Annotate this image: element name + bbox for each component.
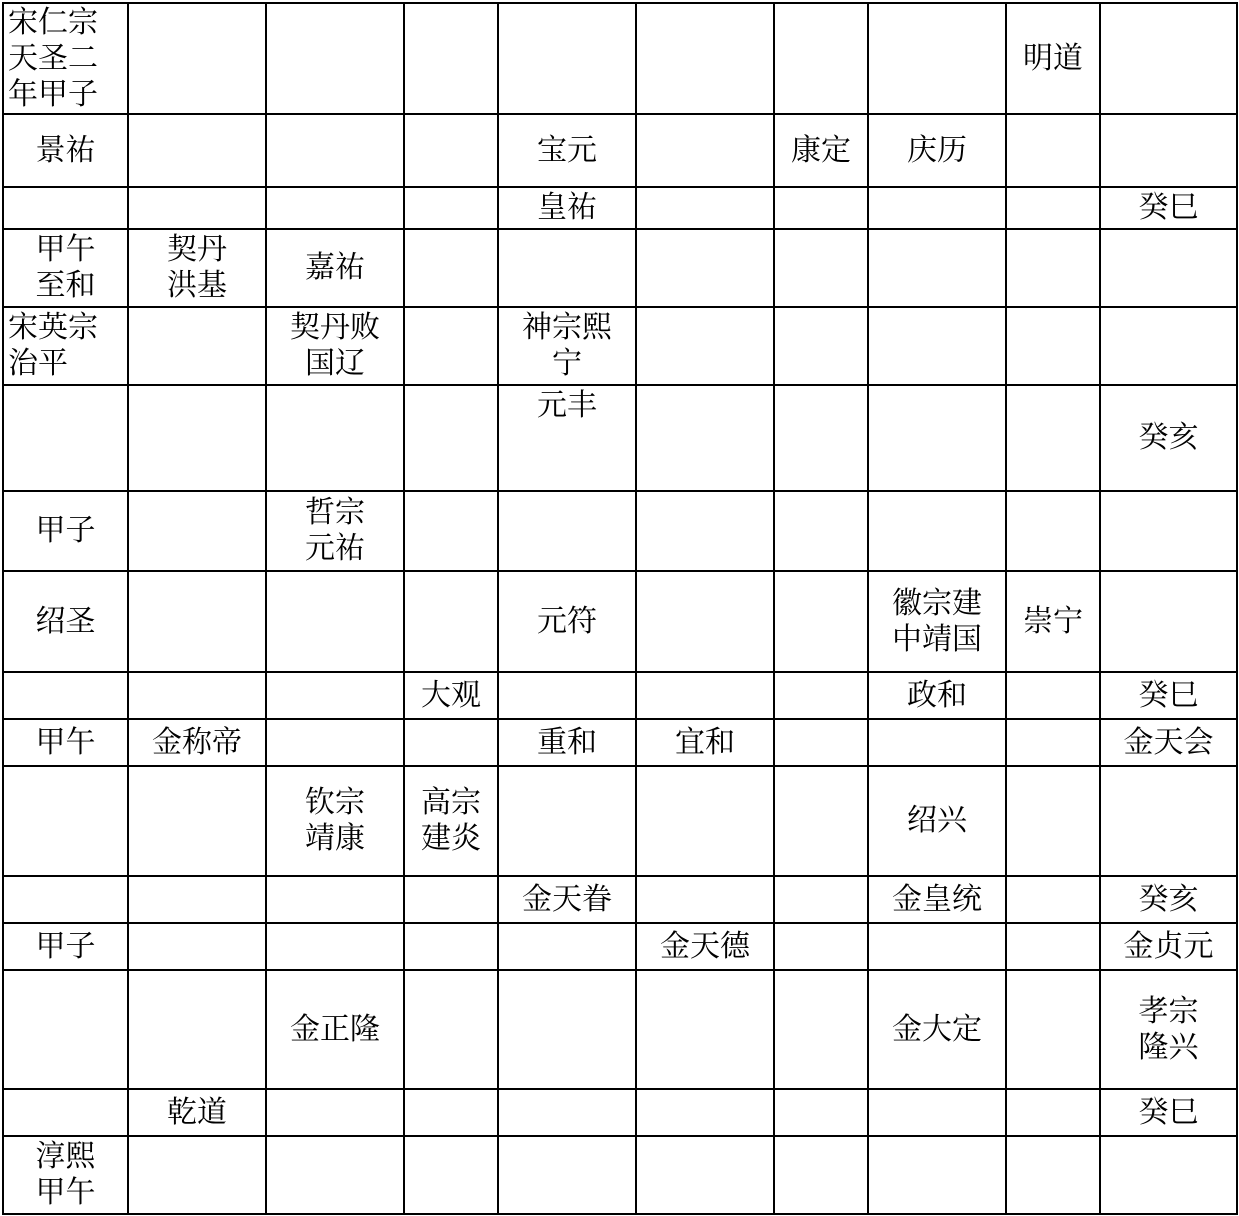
table-cell: 元丰	[498, 385, 636, 491]
table-cell	[404, 923, 498, 970]
table-cell	[498, 3, 636, 114]
table-cell	[1006, 385, 1100, 491]
table-cell: 绍兴	[868, 766, 1006, 876]
table-row	[3, 923, 1237, 970]
table-cell: 元符	[498, 571, 636, 672]
table-cell	[266, 1089, 404, 1136]
table-cell	[774, 187, 868, 229]
table-cell	[128, 187, 266, 229]
table-cell: 明道	[1006, 3, 1100, 114]
table-cell	[636, 571, 774, 672]
table-cell	[1100, 766, 1237, 876]
table-cell	[128, 876, 266, 923]
table-cell	[404, 3, 498, 114]
table-cell: 金正隆	[266, 970, 404, 1089]
table-cell	[498, 229, 636, 307]
table-cell: 孝宗 隆兴	[1100, 970, 1237, 1089]
table-cell	[266, 876, 404, 923]
table-cell	[636, 1089, 774, 1136]
table-cell: 甲午 至和	[3, 229, 128, 307]
table-cell	[1100, 229, 1237, 307]
table-cell	[636, 491, 774, 571]
table-cell: 甲子	[3, 491, 128, 571]
table-cell	[498, 672, 636, 719]
table-cell	[498, 491, 636, 571]
table-cell: 宝元	[498, 114, 636, 187]
table-cell: 宋仁宗 天圣二 年甲子	[3, 3, 128, 114]
table-cell	[774, 1089, 868, 1136]
table-cell: 癸巳	[1100, 187, 1237, 229]
table-cell	[498, 766, 636, 876]
chronology-table	[2, 2, 1238, 1215]
table-cell	[128, 923, 266, 970]
table-cell	[3, 672, 128, 719]
table-cell	[636, 876, 774, 923]
table-cell	[404, 571, 498, 672]
table-cell	[868, 491, 1006, 571]
table-cell: 崇宁	[1006, 571, 1100, 672]
table-cell	[636, 114, 774, 187]
table-cell: 皇祐	[498, 187, 636, 229]
table-cell	[404, 876, 498, 923]
table-cell	[636, 385, 774, 491]
table-cell	[868, 3, 1006, 114]
table-cell	[1100, 1136, 1237, 1214]
table-row	[3, 970, 1237, 1089]
table-cell	[1006, 672, 1100, 719]
table-cell: 钦宗 靖康	[266, 766, 404, 876]
table-cell	[774, 719, 868, 766]
table-cell	[868, 385, 1006, 491]
table-cell	[1006, 491, 1100, 571]
table-cell	[1006, 719, 1100, 766]
table-cell	[404, 229, 498, 307]
table-cell: 康定	[774, 114, 868, 187]
table-cell	[128, 3, 266, 114]
table-cell	[128, 307, 266, 385]
table-cell: 神宗熙 宁	[498, 307, 636, 385]
table-cell	[266, 1136, 404, 1214]
table-cell: 癸巳	[1100, 1089, 1237, 1136]
table-cell	[404, 307, 498, 385]
table-cell	[266, 114, 404, 187]
table-cell	[1006, 229, 1100, 307]
table-cell	[3, 187, 128, 229]
table-cell	[266, 719, 404, 766]
table-cell: 景祐	[3, 114, 128, 187]
table-cell	[774, 672, 868, 719]
table-cell: 金天德	[636, 923, 774, 970]
table-cell: 契丹败 国辽	[266, 307, 404, 385]
table-row	[3, 1089, 1237, 1136]
table-row	[3, 307, 1237, 385]
table-cell	[404, 187, 498, 229]
table-cell: 金天会	[1100, 719, 1237, 766]
table-cell	[1100, 491, 1237, 571]
table-cell	[3, 766, 128, 876]
table-row	[3, 766, 1237, 876]
table-cell	[266, 923, 404, 970]
table-cell	[404, 385, 498, 491]
table-cell	[1006, 766, 1100, 876]
table-row	[3, 187, 1237, 229]
table-cell	[774, 3, 868, 114]
table-cell	[498, 1089, 636, 1136]
table-row	[3, 1136, 1237, 1214]
table-cell	[636, 3, 774, 114]
table-cell	[1006, 923, 1100, 970]
table-cell	[1006, 1136, 1100, 1214]
table-cell: 癸亥	[1100, 876, 1237, 923]
table-cell	[3, 876, 128, 923]
table-cell	[404, 970, 498, 1089]
table-cell	[266, 187, 404, 229]
table-cell: 金天眷	[498, 876, 636, 923]
table-cell	[636, 187, 774, 229]
table-cell	[1100, 307, 1237, 385]
table-cell	[498, 1136, 636, 1214]
table-cell	[3, 385, 128, 491]
table-cell: 宜和	[636, 719, 774, 766]
table-cell	[636, 766, 774, 876]
table-cell	[774, 307, 868, 385]
table-cell	[1006, 307, 1100, 385]
table-cell	[266, 3, 404, 114]
table-cell	[636, 970, 774, 1089]
table-cell: 金称帝	[128, 719, 266, 766]
table-cell: 哲宗 元祐	[266, 491, 404, 571]
table-cell	[266, 571, 404, 672]
table-cell	[868, 1136, 1006, 1214]
table-cell	[868, 307, 1006, 385]
table-cell: 绍圣	[3, 571, 128, 672]
table-cell	[404, 491, 498, 571]
table-cell: 嘉祐	[266, 229, 404, 307]
table-cell	[774, 766, 868, 876]
table-cell	[636, 1136, 774, 1214]
table-cell	[868, 719, 1006, 766]
table-cell	[128, 571, 266, 672]
table-cell: 癸亥	[1100, 385, 1237, 491]
table-cell: 徽宗建 中靖国	[868, 571, 1006, 672]
table-cell	[266, 385, 404, 491]
table-cell	[774, 229, 868, 307]
table-cell	[636, 307, 774, 385]
table-cell	[404, 1136, 498, 1214]
table-cell	[266, 672, 404, 719]
table-row	[3, 491, 1237, 571]
table-cell	[636, 672, 774, 719]
table-cell	[1006, 1089, 1100, 1136]
table-cell	[128, 491, 266, 571]
table-cell	[868, 923, 1006, 970]
table-row	[3, 571, 1237, 672]
table-cell	[774, 1136, 868, 1214]
table-cell	[774, 491, 868, 571]
table-cell	[404, 1089, 498, 1136]
table-cell	[774, 970, 868, 1089]
table-cell	[128, 385, 266, 491]
table-cell	[498, 923, 636, 970]
table-cell: 淳熙 甲午	[3, 1136, 128, 1214]
table-cell	[128, 766, 266, 876]
table-cell: 政和	[868, 672, 1006, 719]
table-cell	[1006, 970, 1100, 1089]
table-cell: 宋英宗 治平	[3, 307, 128, 385]
table-cell	[128, 114, 266, 187]
table-cell: 高宗 建炎	[404, 766, 498, 876]
table-cell	[868, 1089, 1006, 1136]
table-row	[3, 3, 1237, 114]
table-cell	[774, 876, 868, 923]
table-cell: 契丹 洪基	[128, 229, 266, 307]
table-row	[3, 229, 1237, 307]
table-cell: 大观	[404, 672, 498, 719]
table-row	[3, 719, 1237, 766]
table-cell	[1006, 114, 1100, 187]
table-cell	[1100, 3, 1237, 114]
table-cell	[1006, 876, 1100, 923]
table-row	[3, 114, 1237, 187]
table-cell	[774, 571, 868, 672]
table-row	[3, 672, 1237, 719]
table-cell: 庆历	[868, 114, 1006, 187]
table-row	[3, 876, 1237, 923]
table-cell	[774, 923, 868, 970]
table-cell	[774, 385, 868, 491]
table-cell	[498, 970, 636, 1089]
table-cell	[3, 1089, 128, 1136]
table-cell: 金贞元	[1100, 923, 1237, 970]
table-cell	[1100, 114, 1237, 187]
table-cell: 甲午	[3, 719, 128, 766]
table-cell: 金皇统	[868, 876, 1006, 923]
table-cell: 乾道	[128, 1089, 266, 1136]
table-cell: 重和	[498, 719, 636, 766]
table-row	[3, 385, 1237, 491]
table-cell	[1100, 571, 1237, 672]
table-cell	[3, 970, 128, 1089]
table-cell	[404, 719, 498, 766]
table-cell	[128, 970, 266, 1089]
table-cell: 癸巳	[1100, 672, 1237, 719]
table-cell	[636, 229, 774, 307]
table-cell	[1006, 187, 1100, 229]
table-cell	[868, 187, 1006, 229]
table-cell	[128, 1136, 266, 1214]
table-cell	[128, 672, 266, 719]
table-cell: 甲子	[3, 923, 128, 970]
table-cell	[404, 114, 498, 187]
table-cell: 金大定	[868, 970, 1006, 1089]
table-cell	[868, 229, 1006, 307]
